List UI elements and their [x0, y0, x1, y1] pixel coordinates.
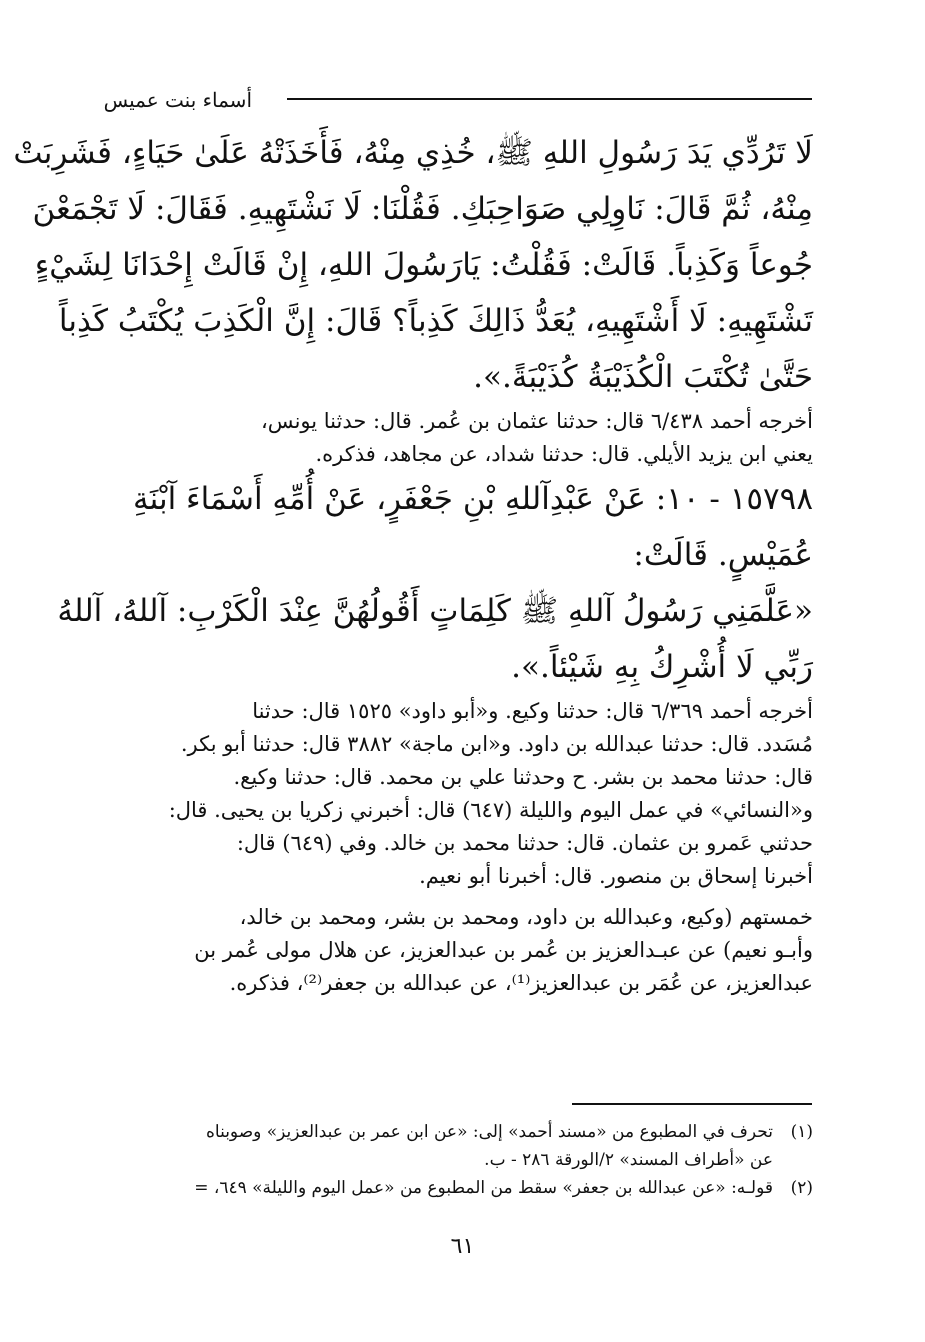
hadith-1-line-2: مِنْهُ، ثُمَّ قَالَ: نَاوِلِي صَوَاحِبَكِ. فَقُلْنَا: لَا نَشْتَهِيهِ. فَقَالَ: لَا تَجْمَعْنَ	[32, 191, 813, 227]
takhrij-2-line-4: و«النسائي» في عمل اليوم والليلة (٦٤٧) قال: أخبرني زكريا بن يحيى. قال:	[168, 798, 813, 822]
header-rule	[287, 98, 812, 100]
footnotes	[110, 1118, 813, 1202]
takhrij-2-line-5: حدثني عَمرو بن عثمان. قال: حدثنا محمد بن خالد. وفي (٦٤٩) قال:	[236, 831, 813, 855]
takhrij-2-line-3: قال: حدثنا محمد بن بشر. ح وحدثنا علي بن محمد. قال: حدثنا وكيع.	[233, 765, 813, 789]
takhrij-1-line-1: أخرجه أحمد ٦/٤٣٨ قال: حدثنا عثمان بن عُمر. قال: حدثنا يونس،	[261, 409, 813, 433]
page-number: ٦١	[450, 1234, 475, 1259]
hadith-1-line-5: حَتَّىٰ تُكْتَبَ الْكُذَيْبَةُ كُذَيْبَةً.».	[473, 359, 813, 395]
footnote-1-number: (١)	[790, 1122, 813, 1142]
hadith-1-line-4: تَشْتَهِيهِ: لَا أَشْتَهِيهِ، يُعَدُّ ذَالِكَ كَذِباً؟ قَالَ: إِنَّ الْكَذِبَ يُكْتَبُ كَذِباً	[58, 303, 813, 339]
takhrij-2-line-6: أخبرنا إسحاق بن منصور. قال: أخبرنا أبو نعيم.	[419, 864, 813, 888]
takhrij-2-line-2: مُسَدد. قال: حدثنا عبدالله بن داود. و«ابن ماجة» ٣٨٨٢ قال: حدثنا أبو بكر.	[180, 732, 813, 756]
running-title: أسماء بنت عميس	[103, 88, 252, 112]
hadith-2-line-1: «عَلَّمَنِي رَسُولُ آللهِ ﷺ كَلِمَاتٍ أَقُولُهُنَّ عِنْدَ الْكَرْبِ: آللهُ، آللهُ	[57, 593, 813, 629]
footnote-1-text: تحرف في المطبوع من «مسند أحمد» إلى: «عن ابن عمر بن عبدالعزيز» وصوبناه	[205, 1122, 773, 1142]
hadith-2-intro-line-1: ١٥٧٩٨ - ١٠: عَنْ عَبْدِآللهِ بْنِ جَعْفَرٍ، عَنْ أُمِّهِ أَسْمَاءَ آبْنَةِ	[132, 481, 813, 517]
takhrij-2-line-1: أخرجه أحمد ٦/٣٦٩ قال: حدثنا وكيع. و«أبو داود» ١٥٢٥ قال: حدثنا	[252, 699, 813, 723]
hadith-1-line-3: جُوعاً وَكَذِباً. قَالَتْ: فَقُلْتُ: يَارَسُولَ اللهِ، إِنْ قَالَتْ إِحْدَانَا لِشَيْءٍ	[34, 247, 813, 283]
main-text	[13, 125, 813, 1000]
footnote-1	[110, 1118, 813, 1146]
takhrij-3-line-1: خمستهم (وكيع، وعبدالله بن داود، ومحمد بن بشر، ومحمد بن خالد،	[239, 905, 813, 929]
takhrij-3-line-2: وأبـو نعيم) عن عبـدالعزيز بن عُمر بن عبدالعزيز، عن هلال مولى عُمر بن	[194, 938, 813, 962]
footnote-2-text: قولـه: «عن عبدالله بن جعفر» سقط من المطبوع من «عمل اليوم والليلة» ٦٤٩، =	[194, 1178, 773, 1198]
footnote-2-number: (٢)	[790, 1178, 813, 1198]
footnote-rule	[572, 1103, 812, 1105]
footnote-1-continuation: عن «أطراف المسند» ٢/الورقة ٢٨٦ - ب.	[484, 1150, 773, 1170]
running-header	[103, 88, 812, 112]
hadith-2-intro-line-2: عُمَيْسٍ. قَالَتْ:	[633, 537, 813, 573]
takhrij-3-line-3: عبدالعزيز، عن عُمَر بن عبدالعزيز⁽¹⁾، عن عبدالله بن جعفر⁽²⁾، فذكره.	[229, 971, 813, 995]
footnote-2	[110, 1174, 813, 1202]
hadith-2-line-2: رَبِّي لَا أُشْرِكُ بِهِ شَيْئاً.».	[511, 649, 813, 685]
hadith-1-line-1: لَا تَرُدِّي يَدَ رَسُولِ اللهِ ﷺ، خُذِي مِنْهُ، فَأَخَذَتْهُ عَلَىٰ حَيَاءٍ، فَشَرِبَتْ	[13, 135, 813, 171]
takhrij-1-line-2: يعني ابن يزيد الأيلي. قال: حدثنا شداد، عن مجاهد، فذكره.	[315, 442, 813, 466]
